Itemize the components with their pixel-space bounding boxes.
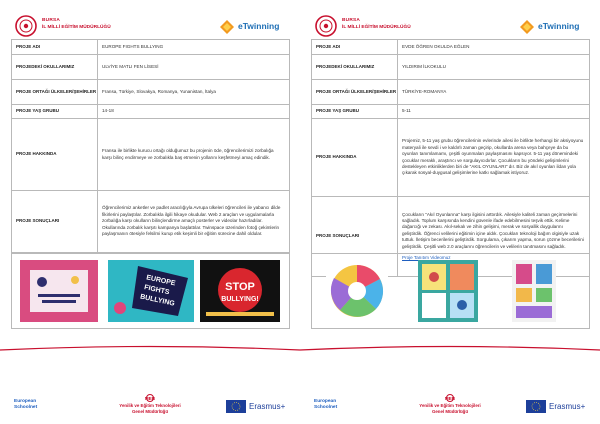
bursa-meb-logo — [314, 14, 434, 40]
poster-europe-fights-bullying-2 — [108, 260, 194, 322]
svg-text:EUROPE: EUROPE — [145, 274, 176, 288]
eu-flag-icon — [226, 400, 246, 413]
row-label: PROJE YAŞ GRUBU — [12, 105, 98, 119]
row-value: Projemiz, 5-11 yaş grubu öğrencilerinin evlerinde ailesi ile birlikte herhangi bir aksiyoyunu materyali ile sevdi i ve kaldırlı zaman geçirip, okullarda arena veya bahçeye da bu oyunları tanımlamamı, çeşitli oyunmaları paylaşmasını kapsıyor. 5-11 yaş dönemindeki çocuklar meraklı, araştırıcı ve sorgulayıcıdırlar. Çocukların bu yöndeki gelişimlerini destekleyen etkinliklerden biri de "AKIL OYUNLARI" dır. Biz de akıl oyunları ildan yola çıkarak sosyal-duygusal gelişimlerine katkı sağlamak istiyoruz. — [398, 119, 590, 197]
table-row — [312, 119, 590, 197]
logo-line1: BURSA — [342, 18, 361, 23]
bursa-seal-icon — [314, 14, 338, 38]
european-schoolnet-line1: European — [14, 399, 37, 404]
row-value: 14-18 — [98, 105, 290, 119]
table-row — [312, 55, 590, 80]
table-row — [12, 105, 290, 119]
meb-line1: Yenilik ve Eğitim Teknolojileri — [419, 403, 481, 408]
table-row — [12, 40, 290, 55]
table-row — [12, 80, 290, 105]
project-info-table — [11, 39, 290, 253]
row-value: Fransa ile birlikte kurucu ortağı olduğumuz bu projenin öde, öğrencilerimizi zorbalığa karşı bilinç endirmeye ve zorbalıkla baş etmenin yollarını keşfetmeyi amaç edindik. — [98, 119, 290, 191]
svg-text:BULLYING!: BULLYING! — [221, 296, 259, 303]
project-info-table — [311, 39, 590, 277]
row-label: PROJE SONUÇLARI — [12, 191, 98, 253]
row-label: PROJE HAKKINDA — [12, 119, 98, 191]
etwinning-logo — [218, 16, 288, 38]
etwinning-icon — [218, 19, 236, 35]
row-label: PROJEDEKİ OKULLARIMIZ — [12, 55, 98, 80]
row-value: YILDIRIM İLKOKULU — [398, 55, 590, 80]
row-value: 5-11 — [398, 105, 590, 119]
row-value: EVDE ÖĞREN OKULDA EĞLEN — [398, 40, 590, 55]
logo-line1: BURSA — [42, 18, 61, 23]
bursa-meb-logo — [14, 14, 134, 40]
results-text: Çocukların "Akıl Oyunlarına" karşı ilgisini arttırdık. Ailesiyle kaliteli zaman geçirmelerini sağladık. Toplum karşısında kendini güvenle ifade edebilmesini teşvik ettik. Kelime dağarcığı ve zekası. Akıl-sekalı ve zihin gelişimi, merak ve sosyallik duygularını geliştirdik. Öğrenci velilerini eğitimin içine aldık. Çocukları teknoloji bağım olgisiyle uzak tuttuk. İletişim becerilerini geliştirdik. Sorgulama, çıkarım yapma, sorun çözme becerilerini geliştirdik. Çeşitli web 2.0 araçlarını öğrencilerin ve velilerin tanıtmasını sağladık. — [402, 211, 584, 249]
row-label: PROJE ORTAĞI ÜLKELER/ŞEHİRLER — [312, 80, 398, 105]
row-label: PROJE ADI — [12, 40, 98, 55]
footer-divider — [300, 345, 600, 353]
footer-logos — [0, 370, 300, 414]
european-schoolnet-line2: Schoolnet — [14, 405, 38, 410]
svg-text:STOP: STOP — [225, 281, 255, 293]
meb-line2: Genel Müdürlüğü — [131, 409, 169, 414]
table-row — [312, 40, 590, 55]
mind-games-wheel-poster — [326, 260, 388, 322]
table-row — [312, 80, 590, 105]
row-value: EUROPE FIGHTS BULLYING — [98, 40, 290, 55]
row-label: PROJEDEKİ OKULLARIMIZ — [312, 55, 398, 80]
table-row — [12, 191, 290, 253]
meb-mark-label: MEB — [144, 396, 156, 401]
footer-logos — [300, 370, 600, 414]
table-row — [12, 119, 290, 191]
erasmus-label: Erasmus+ — [549, 402, 586, 411]
row-label: PROJE SONUÇLARI — [312, 197, 398, 277]
student-drawing-grid — [418, 260, 478, 322]
etwinning-icon — [518, 19, 536, 35]
row-label: PROJE ADI — [312, 40, 398, 55]
row-label: PROJE ORTAĞI ÜLKELER/ŞEHİRLER — [12, 80, 98, 105]
row-value: ULVİYE MATLI FEN LİSESİ — [98, 55, 290, 80]
etwinning-label: eTwinning — [238, 21, 280, 31]
bursa-seal-icon — [14, 14, 38, 38]
meb-line2: Genel Müdürlüğü — [431, 409, 469, 414]
project-images-row — [11, 253, 290, 329]
poster-stop-bullying — [200, 260, 280, 322]
svg-text:BULLYING: BULLYING — [139, 293, 176, 308]
table-row — [12, 55, 290, 80]
project-video-link[interactable]: Proje Tanıtım Videomuz — [402, 255, 451, 261]
row-label: PROJE YAŞ GRUBU — [312, 105, 398, 119]
document-page-right — [300, 0, 600, 424]
meb-line1: Yenilik ve Eğitim Teknolojileri — [119, 403, 181, 408]
row-label: PROJE HAKKINDA — [312, 119, 398, 197]
meb-mark-label: MEB — [444, 396, 456, 401]
row-value: Öğrencilerimiz anketler ve padlet aracılığıyla Avrupa ülkeleri öğrencileri ile yabancı dilde fikirlerini paylaştılar. Zorbalıkla ilgili hikaye okudular. Web 2 araçları ve uygulamalarla zorbalığa karşı okulların bilinçlendirme amaçlı posterler ve videolar hazırladılar. Okullarında zorbalık karşıtı kampanya başlattılar. Twinspace üzerinden fotoğ çekimlerin paylaşmanın ötesiyle felsilmi kurup etik keşimli bir eğitim sürecine dahil oldular. — [98, 191, 290, 253]
eu-flag-icon — [526, 400, 546, 413]
etwinning-label: eTwinning — [538, 21, 580, 31]
footer-divider — [0, 345, 300, 353]
european-schoolnet-line2: Schoolnet — [314, 405, 338, 410]
poster-europe-fights-bullying-1 — [20, 260, 98, 322]
row-value: Fransa, Türkiye, Slovakya, Romanya, Yunanistan, İtalya — [98, 80, 290, 105]
logo-line2: İL MİLLİ EĞİTİM MÜDÜRLÜĞÜ — [42, 25, 111, 30]
book-cover-collage — [512, 260, 556, 322]
svg-text:FIGHTS: FIGHTS — [143, 284, 171, 297]
project-images-row — [311, 253, 590, 329]
row-value: TÜRKİYE-ROMANYA — [398, 80, 590, 105]
european-schoolnet-line1: European — [314, 399, 337, 404]
erasmus-label: Erasmus+ — [249, 402, 286, 411]
table-row — [312, 105, 590, 119]
logo-line2: İL MİLLİ EĞİTİM MÜDÜRLÜĞÜ — [342, 25, 411, 30]
etwinning-logo — [518, 16, 588, 38]
